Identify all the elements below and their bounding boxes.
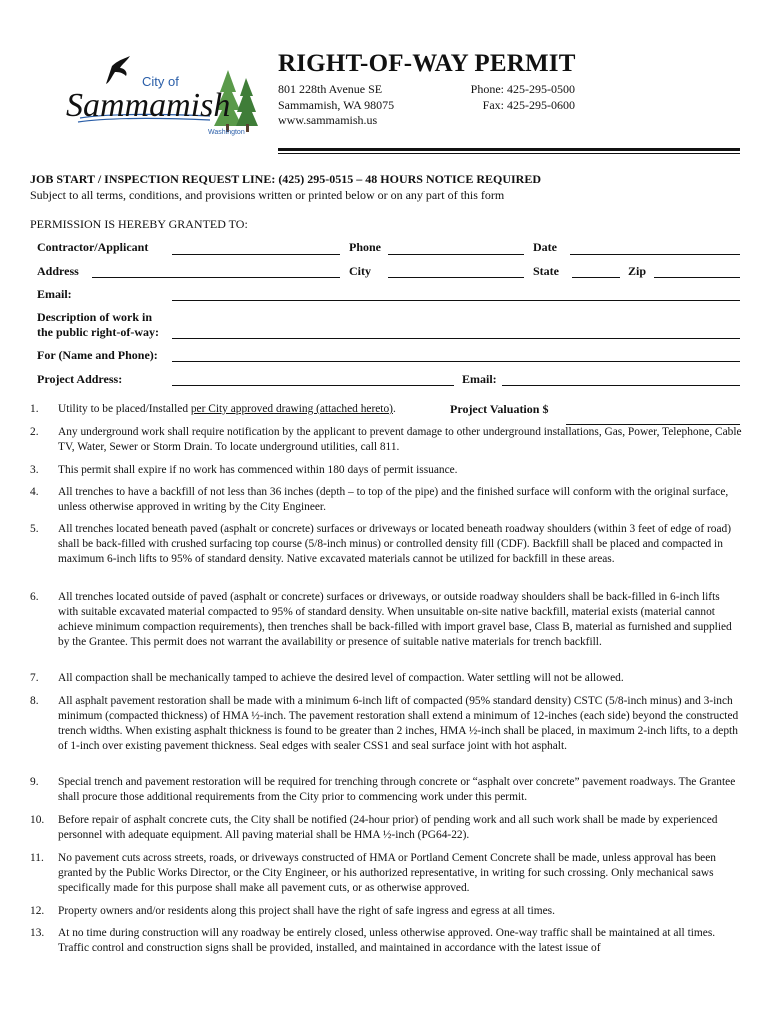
item-text: Property owners and/or residents along this project shall have the right of safe ingress and egress at all times.: [58, 905, 555, 917]
description-label-line-1: Description of work in: [37, 310, 152, 324]
approved-drawing-link[interactable]: per City approved drawing (attached hereto): [190, 403, 393, 415]
city-logo: [60, 52, 260, 144]
website[interactable]: www.sammamish.us: [278, 113, 378, 127]
address-label: Address: [37, 264, 79, 278]
city-contact: [455, 82, 575, 113]
list-item: 7. All compaction shall be mechanically tamped to achieve the desired level of compaction. Water settling will not be allowed.: [30, 671, 742, 686]
list-item: 1. Utility to be placed/Installed per City approved drawing (attached hereto).: [30, 403, 396, 415]
header-rule: [278, 148, 740, 151]
item-text: All trenches located outside of paved (asphalt or concrete) surfaces or driveways, or outside roadway shoulders shall be back-filled in 6-inch lifts with suitable excavated material compacted to 95% of standard density. When unsuitable on-site native backfill, material exists (material cannot achieve minimum compaction requirements), then trenches shall be back-filled with import gravel base, Class B, material as furnished and supplied by the Grantee. This permit does not warrant the availability or presence of suitable native materials for trench backfill.: [58, 591, 732, 648]
state-field[interactable]: [572, 277, 620, 278]
header-rule-thin: [278, 153, 740, 154]
item-text: Any underground work shall require notification by the applicant to prevent damage to other underground installations, Gas, Power, Telephone, Cable TV, Water, Sewer or Storm Drain. To locate underground utilities, call 811.: [58, 426, 742, 453]
fax-number: Fax: 425-295-0600: [482, 97, 575, 112]
phone-field[interactable]: [388, 254, 524, 255]
list-item: 3. This permit shall expire if no work has commenced within 180 days of permit issuance.: [30, 463, 742, 478]
svg-text:Sammamish: Sammamish: [66, 87, 231, 124]
item-text: Before repair of asphalt concrete cuts, the City shall be notified (24-hour prior) of pending work and all such work shall be made by experienced personnel with adequate equipment. All paving material shall be HMA ½-inch (PG64-22).: [58, 814, 718, 841]
description-label-line-2: the public right-of-way:: [37, 325, 159, 339]
description-label: [37, 310, 159, 340]
item-text: This permit shall expire if no work has commenced within 180 days of permit issuance.: [58, 464, 458, 476]
list-item: 13. At no time during construction will any roadway be entirely closed, unless otherwise approved. One-way traffic shall be maintained at all times. Traffic control and construction signs shall be provided, installed, and maintained in accordance with the latest issue of: [30, 926, 742, 956]
item-text: All trenches located beneath paved (asphalt or concrete) surfaces or driveways or located beneath roadway shoulders (within 3 feet of edge of road) shall be back-filled with crushed surfacing top course (5/8-inch minus) or controlled density fill (CDF). Backfill shall be placed and compacted in maximum 6-inch lifts to 95% of standard density. Native excavated materials cannot be utilized for backfill in these areas.: [58, 523, 732, 565]
svg-text:Washington: Washington: [208, 129, 245, 136]
item-number: 1.: [30, 403, 39, 415]
inspection-notice: JOB START / INSPECTION REQUEST LINE: (425) 295-0515 – 48 HOURS NOTICE REQUIRED: [30, 172, 541, 186]
bird-icon: [106, 56, 130, 84]
project-address-label: Project Address:: [37, 372, 123, 386]
date-label: Date: [533, 240, 557, 254]
item-text: No pavement cuts across streets, roads, or driveways constructed of HMA or Portland Cement Concrete shall be made, unless approval has been granted by the Public Works Director, or the City Engineer, or his authorized representative, in writing for such crossing. Only mechanical saws specifically made for this purpose shall make all pavement cuts, or as otherwise approved.: [58, 852, 716, 894]
zip-label: Zip: [628, 264, 647, 278]
list-item: 5. All trenches located beneath paved (asphalt or concrete) surfaces or driveways or located beneath roadway shoulders (within 3 feet of edge of road) shall be back-filled with crushed surfacing top course (5/8-inch minus) or controlled density fill (CDF). Backfill shall be placed and compacted in maximum 6-inch lifts to 95% of standard density. Native excavated materials cannot be utilized for backfill in these areas.: [30, 522, 742, 567]
project-email-label: Email:: [462, 372, 497, 386]
item-text: All compaction shall be mechanically tamped to achieve the desired level of compaction. Water settling will not be allowed.: [58, 672, 624, 684]
item-text: All asphalt pavement restoration shall be made with a minimum 6-inch lift of compacted (95% standard density) CSTC (5/8-inch minus) and 3-inch minimum (compacted thickness) of HMA ½-inch. The pavement restoration shall extend a minimum of 12-inches (each side) beyond the constructed trench widths. When existing asphalt thickness is found to be greater than 2 inches, HMA ½-inch shall be placed, in maximum 2-inch lifts, to a depth of 1-inch over existing pavement thickness. Seal edges with sealer CSS1 and seal surface joint with hot asphalt.: [58, 695, 739, 752]
for-field[interactable]: [172, 361, 740, 362]
zip-field[interactable]: [654, 277, 740, 278]
item-text: At no time during construction will any roadway be entirely closed, unless otherwise approved. One-way traffic shall be maintained at all times. Traffic control and construction signs shall be provided, installed, and maintained in accordance with the latest issue of: [58, 927, 716, 954]
email-label: Email:: [37, 287, 72, 301]
contractor-label: Contractor/Applicant: [37, 240, 149, 254]
address-field[interactable]: [92, 277, 340, 278]
city-label: City: [349, 264, 371, 278]
permission-line: PERMISSION IS HEREBY GRANTED TO:: [30, 217, 248, 231]
city-address: [278, 82, 394, 129]
description-field[interactable]: [172, 338, 740, 339]
list-item: 8. All asphalt pavement restoration shall be made with a minimum 6-inch lift of compacted (95% standard density) CSTC (5/8-inch minus) and 3-inch minimum (compacted thickness) of HMA ½-inch. The pavement restoration shall extend a minimum of 12-inches (each side) beyond the constructed trench widths. When existing asphalt thickness is found to be greater than 2 inches, HMA ½-inch shall be placed, in maximum 2-inch lifts, to a depth of 1-inch over existing pavement thickness. Seal edges with sealer CSS1 and seal surface joint with hot asphalt.: [30, 694, 742, 754]
contractor-field[interactable]: [172, 254, 340, 255]
list-item: 10. Before repair of asphalt concrete cuts, the City shall be notified (24-hour prior) of pending work and all such work shall be made by experienced personnel with adequate equipment. All paving material shall be HMA ½-inch (PG64-22).: [30, 813, 742, 843]
item-text: All trenches to have a backfill of not less than 36 inches (depth – to top of the pipe) and the finished surface will conform with the original surface, unless otherwise approved in writing by the City Engineer.: [58, 486, 729, 513]
project-address-field[interactable]: [172, 385, 454, 386]
email-field[interactable]: [172, 300, 740, 301]
item-text: Special trench and pavement restoration will be required for trenching through concrete or “asphalt over concrete” pavement roadways. The Grantee shall procure those additional requirements from the City prior to commencing work under this permit.: [58, 776, 736, 803]
phone-number: Phone: 425-295-0500: [470, 82, 575, 96]
form-title: RIGHT-OF-WAY PERMIT: [278, 50, 576, 77]
list-item: 4. All trenches to have a backfill of not less than 36 inches (depth – to top of the pipe) and the finished surface will conform with the original surface, unless otherwise approved in writing by the City Engineer.: [30, 485, 742, 515]
svg-text:City of: City of: [142, 74, 179, 89]
phone-label: Phone: [349, 240, 382, 254]
list-item: 9. Special trench and pavement restoration will be required for trenching through concrete or “asphalt over concrete” pavement roadways. The Grantee shall procure those additional requirements from the City prior to commencing work under this permit.: [30, 775, 742, 805]
address-line-1: 801 228th Avenue SE: [278, 82, 383, 96]
date-field[interactable]: [570, 254, 740, 255]
list-item: 6. All trenches located outside of paved (asphalt or concrete) surfaces or driveways, or outside roadway shoulders shall be back-filled in 6-inch lifts with suitable excavated material compacted to 95% of standard density. When unsuitable on-site native backfill, material exists (material cannot achieve minimum compaction requirements), then trenches shall be back-filled with import gravel base, Class B, material as furnished and supplied by the Grantee. This permit does not warrant the availability or presence of suitable native materials for trench backfill.: [30, 590, 742, 650]
city-field[interactable]: [388, 277, 524, 278]
project-email-field[interactable]: [502, 385, 740, 386]
item-text: Utility to be placed/Installed: [58, 403, 191, 415]
list-item: 12. Property owners and/or residents along this project shall have the right of safe ingress and egress at all times.: [30, 904, 742, 919]
for-label: For (Name and Phone):: [37, 348, 158, 362]
list-item: 11. No pavement cuts across streets, roads, or driveways constructed of HMA or Portland Cement Concrete shall be made, unless approval has been granted by the Public Works Director, or the City Engineer, or his authorized representative, in writing for such crossing. Only mechanical saws specifically made for this purpose shall make all pavement cuts, or as otherwise approved.: [30, 851, 742, 896]
state-label: State: [533, 264, 559, 278]
subject-line: Subject to all terms, conditions, and provisions written or printed below or on any part of this form: [30, 188, 505, 202]
list-item: 2. Any underground work shall require notification by the applicant to prevent damage to other underground installations, Gas, Power, Telephone, Cable TV, Water, Sewer or Storm Drain. To locate underground utilities, call 811.: [30, 426, 742, 453]
project-valuation-label: Project Valuation $: [450, 402, 549, 416]
address-line-2: Sammamish, WA 98075: [278, 97, 395, 112]
